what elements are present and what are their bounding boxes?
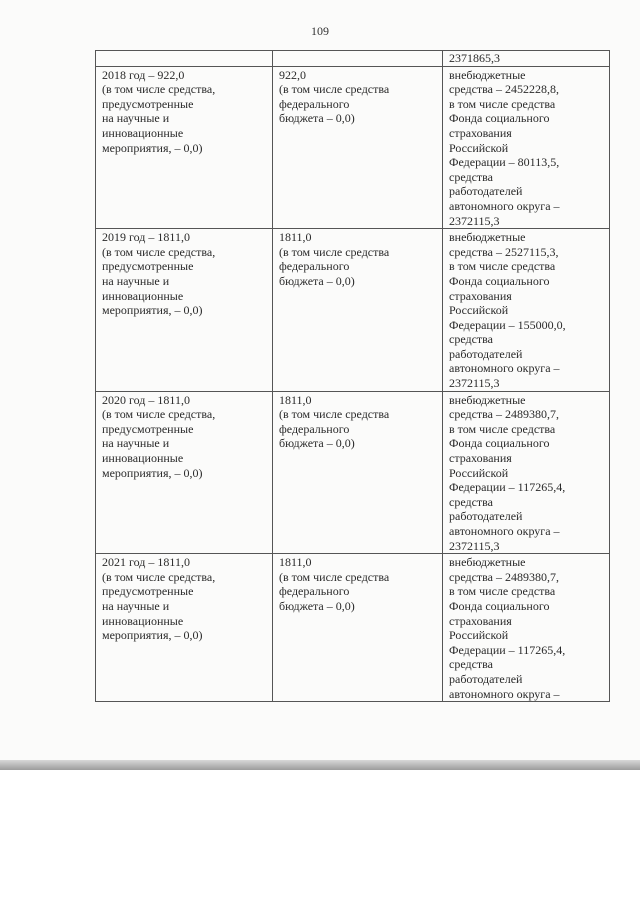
- budget-cell: 1811,0 (в том числе средства федерального бюджета – 0,0): [273, 391, 443, 554]
- funding-table: [95, 50, 610, 702]
- budget-cell: 922,0 (в том числе средства федерального бюджета – 0,0): [273, 66, 443, 229]
- total-cell: 2019 год – 1811,0 (в том числе средства, предусмотренные на научные и инновационные мероприятия, – 0,0): [96, 229, 273, 392]
- table-row: [96, 229, 610, 392]
- table-row: [96, 66, 610, 229]
- page-number: 109: [311, 24, 329, 38]
- budget-cell: 1811,0 (в том числе средства федерального бюджета – 0,0): [273, 554, 443, 702]
- extrabudget-cell: внебюджетные средства – 2489380,7, в том числе средства Фонда социального страхования Российской Федерации – 117265,4, средства работодателей автономного округа –: [443, 554, 610, 702]
- budget-cell: [273, 51, 443, 67]
- extrabudget-cell: внебюджетные средства – 2527115,3, в том числе средства Фонда социального страхования Российской Федерации – 155000,0, средства работодателей автономного округа – 2372115,3: [443, 229, 610, 392]
- total-cell: [96, 51, 273, 67]
- extrabudget-cell: внебюджетные средства – 2452228,8, в том числе средства Фонда социального страхования Российской Федерации – 80113,5, средства работодателей автономного округа – 2372115,3: [443, 66, 610, 229]
- extrabudget-cell: внебюджетные средства – 2489380,7, в том числе средства Фонда социального страхования Российской Федерации – 117265,4, средства работодателей автономного округа – 2372115,3: [443, 391, 610, 554]
- table-row: [96, 391, 610, 554]
- total-cell: 2018 год – 922,0 (в том числе средства, предусмотренные на научные и инновационные мероприятия, – 0,0): [96, 66, 273, 229]
- extrabudget-cell: 2371865,3: [443, 51, 610, 67]
- table-row: [96, 51, 610, 67]
- table-row: [96, 554, 610, 702]
- total-cell: 2020 год – 1811,0 (в том числе средства, предусмотренные на научные и инновационные мероприятия, – 0,0): [96, 391, 273, 554]
- total-cell: 2021 год – 1811,0 (в том числе средства, предусмотренные на научные и инновационные мероприятия, – 0,0): [96, 554, 273, 702]
- budget-cell: 1811,0 (в том числе средства федерального бюджета – 0,0): [273, 229, 443, 392]
- scan-edge: [0, 760, 640, 770]
